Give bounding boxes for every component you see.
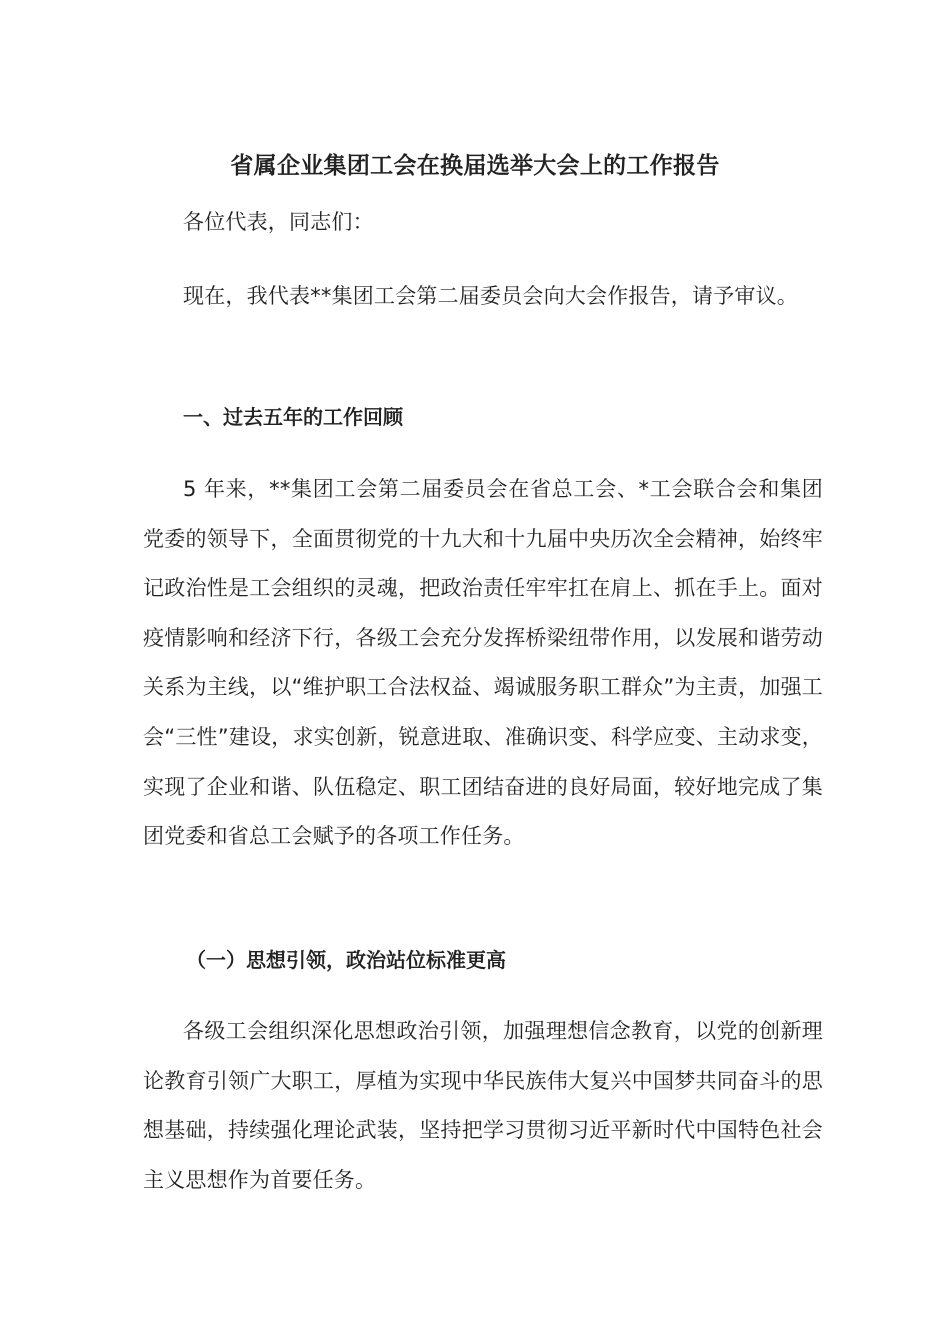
intro-paragraph: 现在，我代表**集团工会第二届委员会向大会作报告，请予审议。 <box>183 284 798 308</box>
subsection-body-paragraph: 各级工会组织深化思想政治引领，加强理想信念教育，以党的创新理论教育引领广大职工，厚植为实现中华民族伟大复兴中国梦共同奋斗的思想基础，持续强化理论武装，坚持把学习贯彻习近平新时代中国特色社会主义思想作为首要任务。 <box>143 1019 823 1192</box>
section-body-paragraph: 5 年来，**集团工会第二届委员会在省总工会、*工会联合会和集团党委的领导下，全面贯彻党的十九大和十九届中央历次全会精神，始终牢记政治性是工会组织的灵魂，把政治责任牢牢扛在肩上、抓在手上。面对疫情影响和经济下行，各级工会充分发挥桥梁纽带作用，以发展和谐劳动关系为主线，以“维护职工合法权益、竭诚服务职工群众”为主责，加强工会“三性”建设，求实创新，锐意进取、准确识变、科学应变、主动求变，实现了企业和谐、队伍稳定、职工团结奋进的良好局面，较好地完成了集团党委和省总工会赋予的各项工作任务。 <box>143 477 823 849</box>
salutation: 各位代表，同志们： <box>183 210 374 234</box>
section-heading: 一、过去五年的工作回顾 <box>183 405 403 429</box>
document-title: 省属企业集团工会在换届选举大会上的工作报告 <box>230 153 720 180</box>
subsection-heading: （一）思想引领，政治站位标准更高 <box>186 948 506 972</box>
